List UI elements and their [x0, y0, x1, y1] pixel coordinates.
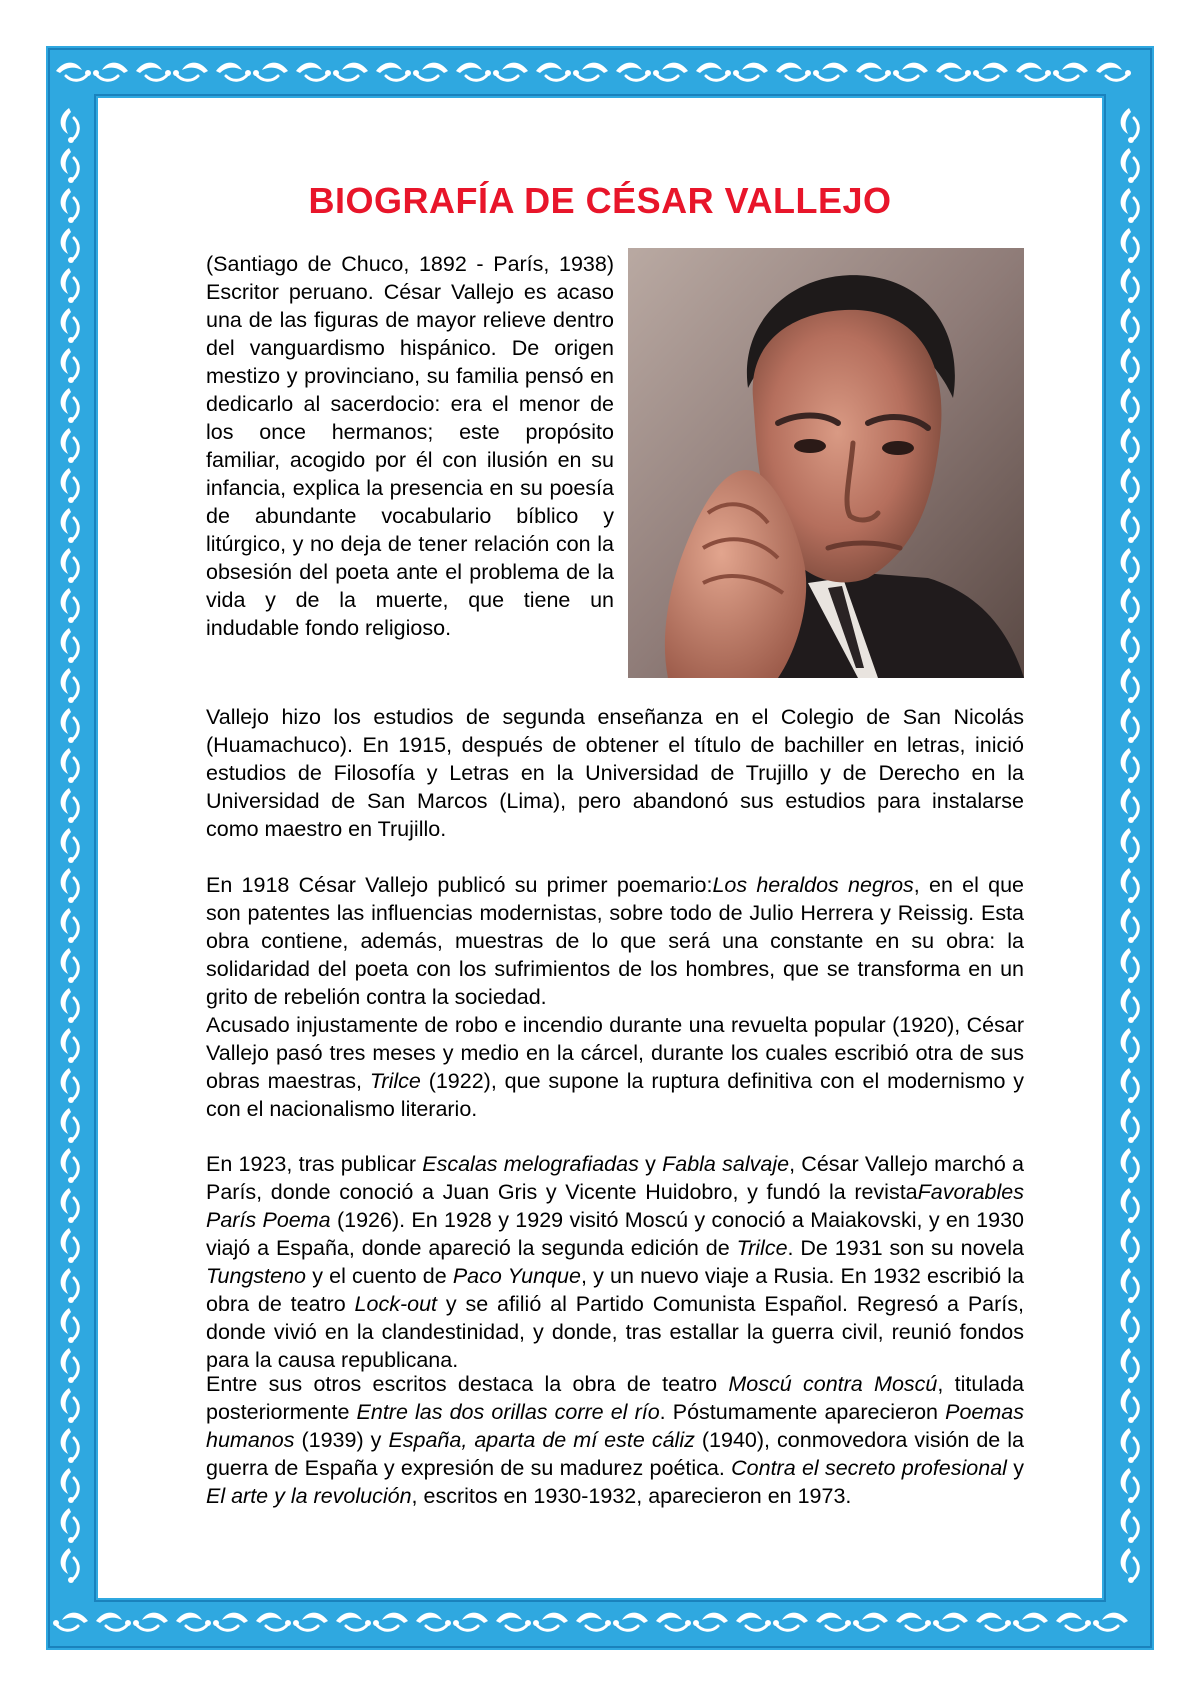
italic-title-text: Entre las dos orillas corre el río: [356, 1400, 660, 1424]
italic-title-text: Poemas humanos: [206, 1400, 1024, 1452]
italic-title-text: Los heraldos negros: [712, 873, 914, 897]
italic-title-text: Lock-out: [354, 1292, 437, 1316]
paragraph-text: . De 1931 son su novela: [787, 1236, 1024, 1260]
paragraph-text: , en el que son patentes las influencias modernistas, sobre todo de Julio Herrera y Reissig. Esta obra contiene, además, muestras de lo que será una constante en su obra: la solidaridad del poeta con los sufrimientos de los hombres, que se transforma en un grito de rebelión contra la sociedad.: [206, 873, 1024, 1009]
italic-title-text: Favorables París Poema: [206, 1180, 1024, 1232]
paragraph-text: y el cuento de: [306, 1264, 453, 1288]
paragraph-text: (1926). En 1928 y 1929 visitó Moscú y conoció a Maiakovski, y en 1930 viajó a España, donde apareció la segunda edición de: [206, 1208, 1024, 1260]
italic-title-text: Trilce: [369, 1069, 421, 1093]
italic-title-text: España, aparta de mí este cáliz: [388, 1428, 695, 1452]
paragraph-text: y se afilió al Partido Comunista Español. Regresó a París, donde vivió en la clandestinidad, y donde, tras estallar la guerra civil, reunió fondos para la causa republicana.: [206, 1292, 1024, 1372]
paragraph-otros: [206, 1370, 1024, 1510]
paragraph-trilce: [206, 1011, 1024, 1123]
portrait-image: [628, 248, 1024, 678]
paragraph-text: , titulada posteriormente: [206, 1372, 1024, 1424]
paragraph-text: (1940), conmovedora visión de la guerra de España y expresión de su madurez poética.: [206, 1428, 1024, 1480]
paragraph-text: . Póstumamente aparecieron: [659, 1400, 946, 1424]
page-title: BIOGRAFÍA DE CÉSAR VALLEJO: [308, 180, 892, 221]
paragraph-text: y: [638, 1152, 663, 1176]
italic-title-text: Contra el secreto profesional: [731, 1456, 1007, 1480]
paragraph-text: , y un nuevo viaje a Rusia. En 1932 escribió la obra de teatro: [206, 1264, 1024, 1316]
italic-title-text: Fabla salvaje: [662, 1152, 790, 1176]
italic-title-text: Trilce: [736, 1236, 788, 1260]
italic-title-text: Paco Yunque: [452, 1264, 581, 1288]
italic-title-text: Tungsteno: [206, 1264, 307, 1288]
paragraph-text: Acusado injustamente de robo e incendio durante una revuelta popular (1920), César Vallejo pasó tres meses y medio en la cárcel, durante los cuales escribió otra de sus obras maestras,: [206, 1013, 1024, 1093]
paragraph-text: , escritos en 1930-1932, aparecieron en 1973.: [411, 1484, 852, 1508]
page-content: [98, 98, 1102, 1598]
paragraph-intro: [206, 250, 614, 642]
italic-title-text: Escalas melografiadas: [422, 1152, 639, 1176]
italic-title-text: El arte y la revolución: [206, 1484, 412, 1508]
italic-title-text: Moscú contra Moscú: [728, 1372, 938, 1396]
paragraph-text: En 1923, tras publicar: [206, 1152, 423, 1176]
paragraph-text: , César Vallejo marchó a París, donde conoció a Juan Gris y Vicente Huidobro, y fundó la revista: [206, 1152, 1025, 1204]
paragraph-text: Vallejo hizo los estudios de segunda enseñanza en el Colegio de San Nicolás (Huamachuco). En 1915, después de obtener el título de bachiller en letras, inició estudios de Filosofía y Letras en la Universidad de Trujillo y de Derecho en la Universidad de San Marcos (Lima), pero abandonó sus estudios para instalarse como maestro en Trujillo.: [206, 705, 1024, 841]
paragraph-paris: [206, 1150, 1024, 1374]
portrait-painting: [628, 248, 1024, 678]
page-frame: [46, 46, 1154, 1650]
paragraph-heraldos: [206, 871, 1024, 1011]
paragraph-text: y: [1006, 1456, 1024, 1480]
paragraph-text: En 1918 César Vallejo publicó su primer poemario:: [206, 873, 713, 897]
paragraph-text: Entre sus otros escritos destaca la obra de teatro: [206, 1372, 729, 1396]
paragraph-text: (1922), que supone la ruptura definitiva con el modernismo y con el nacionalismo literario.: [206, 1069, 1024, 1121]
paragraph-text: (1939) y: [294, 1428, 389, 1452]
paragraph-text: (Santiago de Chuco, 1892 - París, 1938) Escritor peruano. César Vallejo es acaso una de las figuras de mayor relieve dentro del vanguardismo hispánico. De origen mestizo y provinciano, su familia pensó en dedicarlo al sacerdocio: era el menor de los once hermanos; este propósito familiar, acogido por él con ilusión en su infancia, explica la presencia en su poesía de abundante vocabulario bíblico y litúrgico, y no deja de tener relación con la obsesión del poeta ante el problema de la vida y de la muerte, que tiene un indudable fondo religioso.: [206, 252, 614, 640]
paragraph-estudios: [206, 703, 1024, 843]
